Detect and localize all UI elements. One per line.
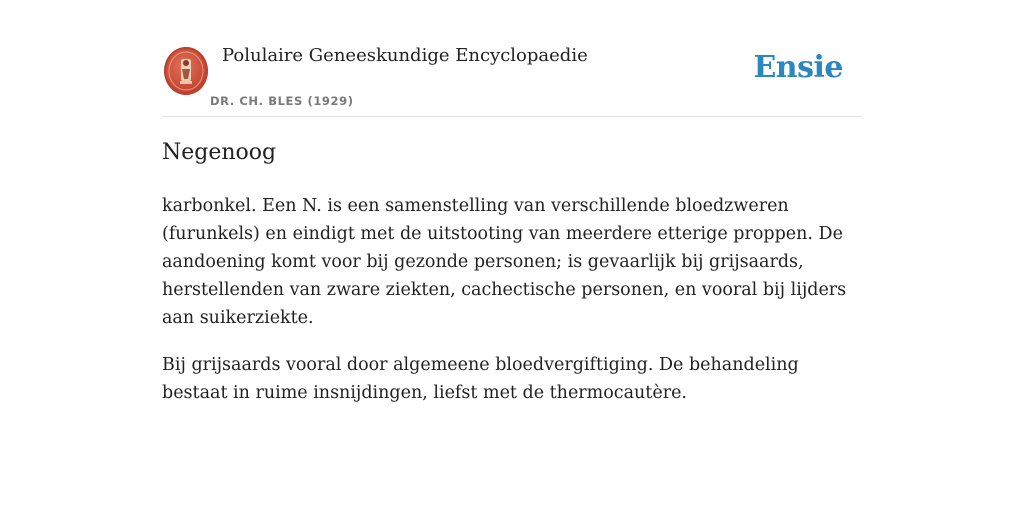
entry-paragraph: Bij grijsaards vooral door algemeene bloedvergiftiging. De behandeling bestaat in ruime insnijdingen, liefst met de thermocautère. xyxy=(162,355,799,403)
source-author: DR. CH. BLES (1929) xyxy=(210,94,354,108)
source-header xyxy=(162,0,862,117)
entry-title: Negenoog xyxy=(162,140,277,165)
ensie-logo-link[interactable]: Ensie xyxy=(753,50,843,85)
entry-body xyxy=(162,192,862,426)
encyclopedia-cover-icon[interactable] xyxy=(164,47,208,95)
source-title[interactable]: Polulaire Geneeskundige Encyclopaedie xyxy=(222,45,588,66)
entry-paragraph: karbonkel. Een N. is een samenstelling van verschillende bloedzweren (furunkels) en eindigt met de uitstooting van meerdere etterige proppen. De aandoening komt voor bij gezonde personen; is gevaarlijk bij grijsaards, herstellenden van zware ziekten, cachectische personen, en vooral bij lijders aan suikerziekte. xyxy=(162,196,847,328)
